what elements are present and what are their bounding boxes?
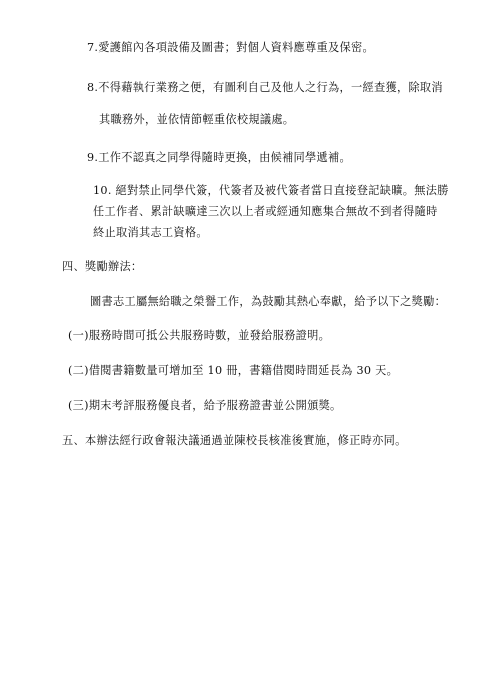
rule-item-10-line-3: 終止取消其志工資格。 xyxy=(93,226,208,239)
section-5-text: 五、本辦法經行政會報決議通過並陳校長核准後實施，修正時亦同。 xyxy=(62,434,407,447)
rule-item-10-line-2: 任工作者、累計缺曠達三次以上者或經通知應集合無故不到者得隨時 xyxy=(93,205,438,218)
reward-item-1: (一)服務時間可抵公共服務時數，並發給服務證明。 xyxy=(68,329,331,342)
section-4-intro: 圖書志工屬無給職之榮譽工作，為鼓勵其熱心奉獻，給予以下之獎勵： xyxy=(90,295,447,308)
rule-item-8-line-1: 8.不得藉執行業務之便，有圖利自己及他人之行為，一經查獲，除取消 xyxy=(87,81,443,94)
rule-item-7: 7.愛護館內各項設備及圖書；對個人資料應尊重及保密。 xyxy=(87,41,374,54)
rule-item-8-line-2: 其職務外，並依情節輕重依校規議處。 xyxy=(99,113,295,126)
rule-item-9: 9.工作不認真之同學得隨時更換，由候補同學遞補。 xyxy=(87,151,352,164)
reward-item-3: (三)期末考評服務優良者，給予服務證書並公開頒獎。 xyxy=(68,399,342,412)
section-4-heading: 四、獎勵辦法： xyxy=(62,260,143,273)
rule-item-10-line-1: 10. 絕對禁止同學代簽，代簽者及被代簽者當日直接登記缺曠。無法勝 xyxy=(93,184,449,197)
reward-item-2: (二)借閱書籍數量可增加至 10 冊，書籍借閱時間延長為 30 天。 xyxy=(68,364,399,377)
